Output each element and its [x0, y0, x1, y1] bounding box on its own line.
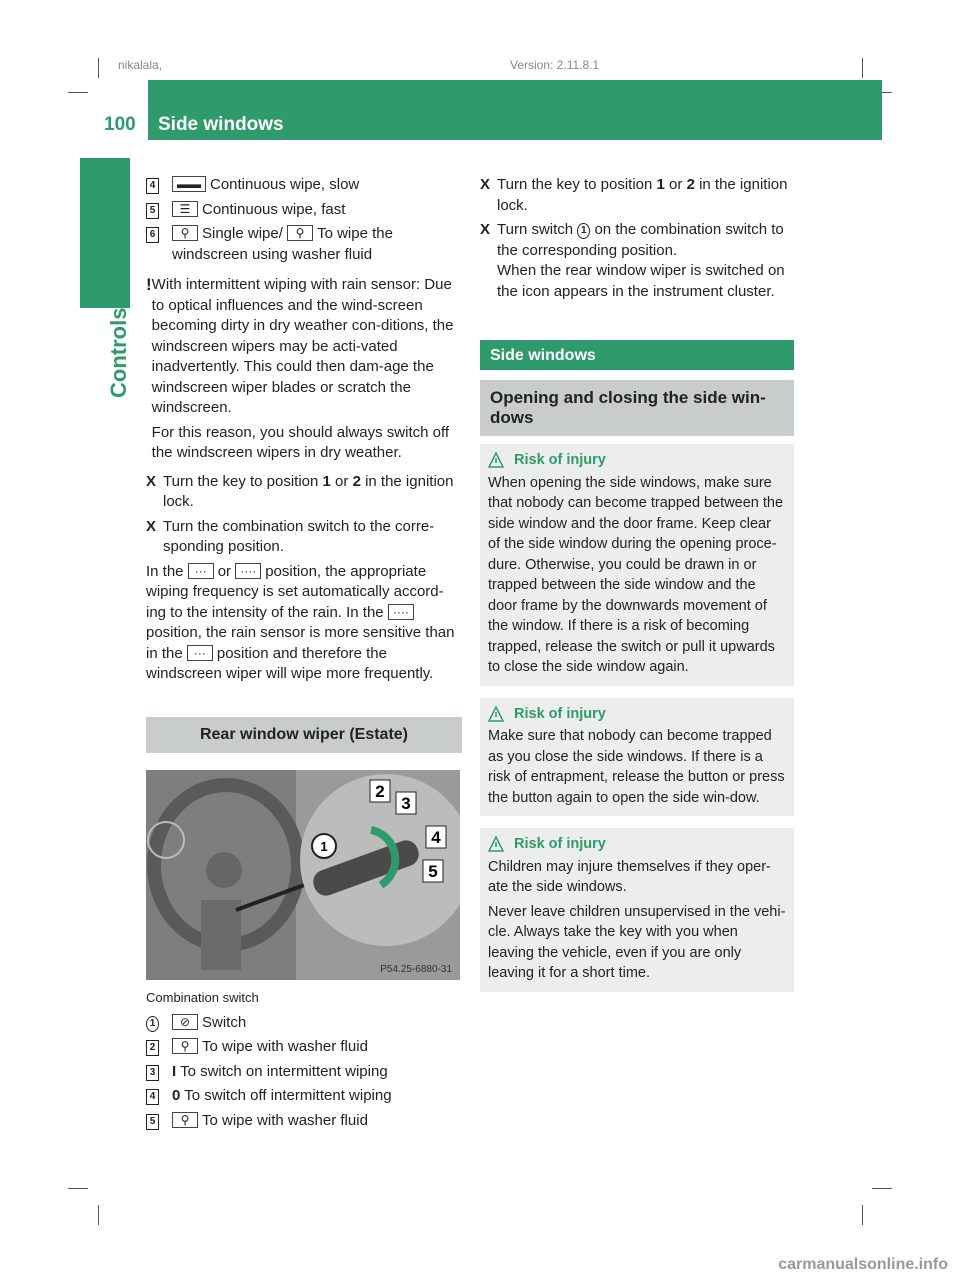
combination-switch-photo	[146, 770, 460, 980]
page-title: Side windows	[158, 114, 284, 135]
crop-mark	[872, 1188, 892, 1189]
right-column	[480, 175, 794, 992]
legend-item: 6 ⚲ Single wipe/ ⚲ To wipe the windscreen using washer fluid	[146, 224, 462, 265]
three-dot-icon: ···	[188, 563, 214, 579]
page-number: 100	[104, 114, 136, 135]
svg-text:5: 5	[428, 862, 438, 881]
four-dot-icon: ····	[235, 563, 261, 579]
washer-fluid-icon: ⚲	[287, 225, 313, 241]
crop-mark	[68, 92, 88, 93]
photo-illustration	[146, 770, 460, 980]
warning-box: Risk of injury Make sure that nobody can become trapped as you close the side windows. If there is a risk of entrapment, release the button or press the button again to open the side win-dow.	[480, 698, 794, 817]
washer-fluid-icon: ⚲	[172, 1112, 198, 1128]
instruction-step: X Turn the key to position 1 or 2 in the ignition lock.	[146, 472, 454, 510]
warning-box: Risk of injury Children may injure themselves if they oper-ate the side windows. Never leave children unsupervised in the vehi-cle. Always take the key with you when leaving the vehicle, even if you are only leaving it for a short time.	[480, 828, 794, 992]
legend-item: 4 0 To switch off intermittent wiping	[146, 1086, 462, 1107]
svg-text:4: 4	[431, 828, 441, 847]
legend-item: 5 ⚲ To wipe with washer fluid	[146, 1111, 462, 1132]
warning-triangle-icon	[488, 452, 504, 468]
svg-text:1: 1	[320, 839, 328, 854]
photo-code: P54.25-6880-31	[380, 964, 452, 975]
crop-mark	[98, 58, 99, 78]
warning-triangle-icon	[488, 706, 504, 722]
warning-box: Risk of injury When opening the side windows, make sure that nobody can become trapped between the side window and the door frame. Keep clear of the side window during the opening proce-dure. Otherwise, you could be drawn in or trapped between the side window and the door frame by the downwards movement of the window. If there is a risk of becoming trapped, release the switch or pull it upwards to close the side window again.	[480, 444, 794, 686]
washer-fluid-icon: ⚲	[172, 1038, 198, 1054]
crop-mark	[98, 1205, 99, 1225]
rear-wiper-switch-icon: ⊘	[172, 1014, 198, 1030]
instruction-step: X Turn switch 1 on the combination switch to the corresponding position. When the rear window wiper is switched on the icon appears in the instrument cluster.	[480, 221, 785, 300]
caution-icon: !	[146, 275, 152, 294]
caution-note: ! With intermittent wiping with rain sensor: Due to optical influences and the wind-screen becoming dirty in dry weather con-ditions, the windscreen wipers may be acti-vated inadvertently. This could then dam-age the windscreen wiper blades or scratch the windscreen. For this reason, you should always switch off the windscreen wipers in dry weather.	[146, 275, 462, 464]
legend-item: 2 ⚲ To wipe with washer fluid	[146, 1037, 462, 1058]
three-dot-icon: ···	[187, 645, 213, 661]
legend-item: 4 ▬▬ Continuous wipe, slow	[146, 175, 462, 196]
legend-item: 1 ⊘ Switch	[146, 1013, 462, 1034]
crop-mark	[862, 1205, 863, 1225]
left-column-bottom	[146, 988, 462, 1135]
section-heading-rear-wiper: Rear window wiper (Estate)	[146, 717, 462, 754]
svg-text:3: 3	[401, 794, 411, 813]
figure-caption: Combination switch	[146, 990, 259, 1005]
side-tab-label: Controls	[106, 307, 131, 398]
svg-text:2: 2	[375, 782, 385, 801]
subsection-heading-opening-closing: Opening and closing the side win-dows	[480, 380, 794, 436]
side-tab-block	[80, 158, 130, 308]
crop-text-right: Version: 2.11.8.1	[510, 58, 600, 72]
single-wipe-icon: ⚲	[172, 225, 198, 241]
wipe-fast-icon: ☰	[172, 201, 198, 217]
legend-item: 5 ☰ Continuous wipe, fast	[146, 200, 462, 221]
footer-watermark: carmanualsonline.info	[778, 1256, 948, 1273]
section-heading-side-windows: Side windows	[480, 340, 794, 370]
warning-triangle-icon	[488, 836, 504, 852]
wipe-slow-icon: ▬▬	[172, 176, 206, 192]
instruction-step: X Turn the key to position 1 or 2 in the ignition lock.	[480, 176, 788, 214]
left-column	[146, 175, 462, 753]
crop-text-left: nikalala,	[118, 58, 163, 72]
instruction-step: X Turn the combination switch to the corre-sponding position.	[146, 517, 435, 555]
crop-mark	[68, 1188, 88, 1189]
crop-mark	[862, 58, 863, 78]
legend-item: 3 I To switch on intermittent wiping	[146, 1062, 462, 1083]
four-dot-icon: ····	[388, 604, 414, 620]
body-paragraph: In the ··· or ···· position, the appropriate wiping frequency is set automatically accord-ing to the intensity of the rain. In the ····position, the rain sensor is more sensitive than in the ··· position and therefore the windscreen wiper will wipe more frequently.	[146, 562, 455, 682]
